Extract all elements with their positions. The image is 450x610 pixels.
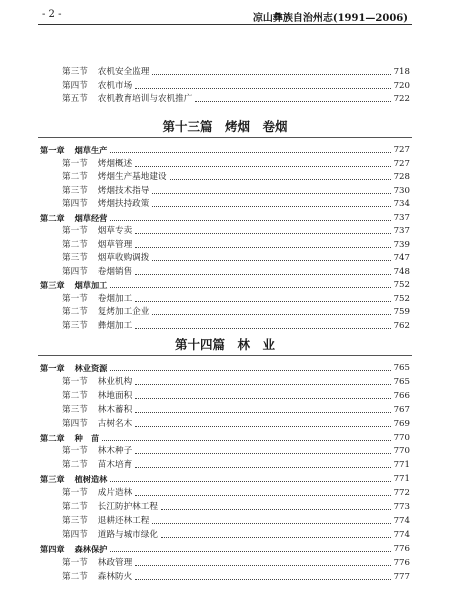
dot-leader <box>135 495 390 496</box>
entry-title: 林木种子 <box>97 446 133 457</box>
dot-leader <box>152 523 390 524</box>
entry-page-number: 767 <box>393 404 410 415</box>
entry-number: 第二节 <box>62 307 88 317</box>
entry-title: 林地面积 <box>97 390 133 401</box>
entry-page-number: 730 <box>393 185 410 196</box>
dot-leader <box>152 260 390 261</box>
entry-number: 第四节 <box>62 418 88 429</box>
running-title: 凉山彝族自治州志(1991—2006) <box>252 13 408 24</box>
entry-number: 第二节 <box>62 460 88 471</box>
toc-section-entry <box>40 252 410 264</box>
dot-leader <box>161 537 391 538</box>
entry-title: 农机教育培训与农机推广 <box>97 94 193 105</box>
toc-section-entry <box>40 239 410 251</box>
dot-leader <box>152 206 390 207</box>
dot-leader <box>135 579 390 580</box>
entry-page-number: 766 <box>393 390 410 401</box>
dot-leader <box>135 274 390 275</box>
toc-section-entry <box>40 376 410 388</box>
entry-page-number: 765 <box>393 363 410 373</box>
entry-page-number: 770 <box>393 446 410 457</box>
dot-leader <box>110 370 390 371</box>
entry-title: 卷烟加工 <box>97 293 133 304</box>
toc-section-entry <box>40 158 410 170</box>
dot-leader <box>135 301 390 302</box>
entry-page-number: 771 <box>393 474 410 485</box>
entry-number: 第一节 <box>62 158 88 169</box>
entry-number: 第四节 <box>62 199 88 209</box>
entry-title: 林业机构 <box>97 376 133 387</box>
toc-section-entry <box>40 320 410 332</box>
entry-number: 第一节 <box>62 446 88 457</box>
toc-section-entry <box>40 404 410 416</box>
dot-leader <box>170 179 391 180</box>
dot-leader <box>135 453 390 454</box>
toc-chapter-entry <box>40 543 410 555</box>
dot-leader <box>135 166 390 167</box>
dot-leader <box>135 233 390 234</box>
entry-page-number: 759 <box>393 307 410 317</box>
header-rule <box>38 24 412 25</box>
entry-number: 第二章 <box>40 212 65 223</box>
entry-title: 森林防火 <box>97 571 133 582</box>
entry-page-number: 752 <box>393 280 410 290</box>
entry-page-number: 727 <box>393 145 410 155</box>
entry-title: 植树造林 <box>74 474 108 485</box>
entry-page-number: 770 <box>393 432 410 443</box>
entry-number: 第一节 <box>62 376 88 387</box>
entry-page-number: 727 <box>393 158 410 169</box>
toc-section-entry <box>40 266 410 278</box>
entry-page-number: 765 <box>393 376 410 387</box>
toc-section-entry <box>40 171 410 183</box>
toc-section-entry <box>40 418 410 430</box>
toc-section-entry <box>40 501 410 513</box>
entry-title: 烟草生产 <box>74 145 108 155</box>
toc-section-entry <box>40 306 410 318</box>
entry-number: 第一节 <box>62 557 88 568</box>
entry-page-number: 720 <box>393 80 410 91</box>
entry-title: 烤烟技术指导 <box>97 185 150 196</box>
dot-leader <box>152 314 390 315</box>
entry-number: 第三节 <box>62 404 88 415</box>
entry-title: 卷烟销售 <box>97 266 133 277</box>
dot-leader <box>152 193 390 194</box>
entry-number: 第一节 <box>62 226 88 236</box>
entry-page-number: 752 <box>393 293 410 304</box>
entry-title: 森林保护 <box>74 543 108 554</box>
page-header <box>0 0 450 22</box>
entry-number: 第一章 <box>40 363 65 373</box>
entry-title: 农机市场 <box>97 80 133 91</box>
page-number: - 2 - <box>42 9 62 20</box>
dot-leader <box>110 551 390 552</box>
entry-page-number: 773 <box>393 502 410 512</box>
dot-leader <box>102 440 390 441</box>
entry-number: 第二节 <box>62 502 88 512</box>
toc-section-entry <box>40 515 410 527</box>
toc-section-entry <box>40 459 410 471</box>
entry-page-number: 737 <box>393 212 410 223</box>
entry-page-number: 774 <box>393 529 410 540</box>
entry-number: 第四节 <box>62 529 88 540</box>
entry-number: 第一章 <box>40 145 65 155</box>
entry-number: 第三节 <box>62 185 88 196</box>
toc-chapter-entry <box>40 279 410 291</box>
entry-page-number: 777 <box>393 571 410 582</box>
entry-number: 第二节 <box>62 390 88 401</box>
entry-number: 第四节 <box>62 266 88 277</box>
entry-number: 第一节 <box>62 293 88 304</box>
dot-leader <box>135 565 390 566</box>
entry-title: 种 苗 <box>74 432 100 443</box>
entry-title: 烤烟生产基地建设 <box>97 172 167 182</box>
entry-title: 烟草专卖 <box>97 226 133 236</box>
entry-page-number: 776 <box>393 557 410 568</box>
entry-title: 林政管理 <box>97 557 133 568</box>
part-13-title: 第十三篇 烤烟 卷烟 <box>162 119 288 134</box>
dot-leader <box>135 328 390 329</box>
toc-chapter-entry <box>40 362 410 374</box>
dot-leader <box>135 426 390 427</box>
part-14-title: 第十四篇 林 业 <box>174 337 275 352</box>
entry-title: 林木蓄积 <box>97 404 133 415</box>
entry-page-number: 769 <box>393 418 410 429</box>
toc-section-entry <box>40 557 410 569</box>
dot-leader <box>152 74 390 75</box>
entry-page-number: 762 <box>393 320 410 331</box>
toc-section-entry <box>40 293 410 305</box>
toc-section-entry <box>40 225 410 237</box>
entry-page-number: 737 <box>393 226 410 236</box>
dot-leader <box>195 101 390 102</box>
entry-number: 第五节 <box>62 94 88 105</box>
toc-chapter-entry <box>40 212 410 224</box>
toc-chapter-entry <box>40 432 410 444</box>
dot-leader <box>135 467 390 468</box>
toc-section-entry <box>40 198 410 210</box>
entry-number: 第三节 <box>62 67 88 77</box>
dot-leader <box>135 398 390 399</box>
entry-page-number: 772 <box>393 488 410 499</box>
entry-title: 烟草经营 <box>74 212 108 223</box>
entry-page-number: 734 <box>393 199 410 209</box>
entry-page-number: 771 <box>393 460 410 471</box>
dot-leader <box>135 247 390 248</box>
entry-number: 第三节 <box>62 515 88 526</box>
entry-title: 退耕还林工程 <box>97 515 150 526</box>
toc-section-entry <box>40 571 410 583</box>
toc-section-entry <box>40 66 410 78</box>
dot-leader <box>110 152 390 153</box>
entry-page-number: 718 <box>393 67 410 77</box>
entry-number: 第三节 <box>62 320 88 331</box>
entry-number: 第四节 <box>62 80 88 91</box>
entry-title: 苗木培育 <box>97 460 133 471</box>
entry-page-number: 748 <box>393 266 410 277</box>
toc-chapter-entry <box>40 473 410 485</box>
dot-leader <box>110 220 390 221</box>
toc-section-entry <box>40 487 410 499</box>
entry-title: 成片造林 <box>97 488 133 499</box>
toc-section-entry <box>40 390 410 402</box>
entry-number: 第三节 <box>62 253 88 263</box>
entry-page-number: 739 <box>393 239 410 250</box>
toc-section-entry <box>40 185 410 197</box>
entry-title: 烤烟扶持政策 <box>97 199 150 209</box>
toc-section-entry <box>40 93 410 105</box>
entry-title: 烟草收购调拨 <box>97 253 150 263</box>
entry-number: 第二节 <box>62 571 88 582</box>
dot-leader <box>110 481 390 482</box>
part-13-rule <box>38 137 412 138</box>
entry-title: 烤烟概述 <box>97 158 133 169</box>
entry-number: 第三章 <box>40 474 65 485</box>
entry-title: 林业资源 <box>74 363 108 373</box>
toc-section-entry <box>40 445 410 457</box>
entry-number: 第二节 <box>62 239 88 250</box>
entry-page-number: 747 <box>393 253 410 263</box>
entry-page-number: 722 <box>393 94 410 105</box>
entry-title: 烟草加工 <box>74 280 108 290</box>
dot-leader <box>135 412 390 413</box>
entry-title: 彝烟加工 <box>97 320 133 331</box>
toc-chapter-entry <box>40 144 410 156</box>
toc-section-entry <box>40 80 410 92</box>
entry-title: 烟草管理 <box>97 239 133 250</box>
dot-leader <box>161 509 391 510</box>
entry-page-number: 774 <box>393 515 410 526</box>
entry-number: 第一节 <box>62 488 88 499</box>
entry-title: 道路与城市绿化 <box>97 529 158 540</box>
entry-number: 第三章 <box>40 280 65 290</box>
dot-leader <box>135 88 390 89</box>
entry-page-number: 728 <box>393 172 410 182</box>
entry-title: 长江防护林工程 <box>97 502 158 512</box>
toc-section-entry <box>40 529 410 541</box>
entry-title: 农机安全监理 <box>97 67 150 77</box>
entry-title: 古树名木 <box>97 418 133 429</box>
entry-title: 复烤加工企业 <box>97 307 150 317</box>
part-14-rule <box>38 355 412 356</box>
entry-number: 第二章 <box>40 432 65 443</box>
dot-leader <box>110 287 390 288</box>
entry-number: 第四章 <box>40 543 65 554</box>
entry-page-number: 776 <box>393 543 410 554</box>
entry-number: 第二节 <box>62 172 88 182</box>
dot-leader <box>135 384 390 385</box>
